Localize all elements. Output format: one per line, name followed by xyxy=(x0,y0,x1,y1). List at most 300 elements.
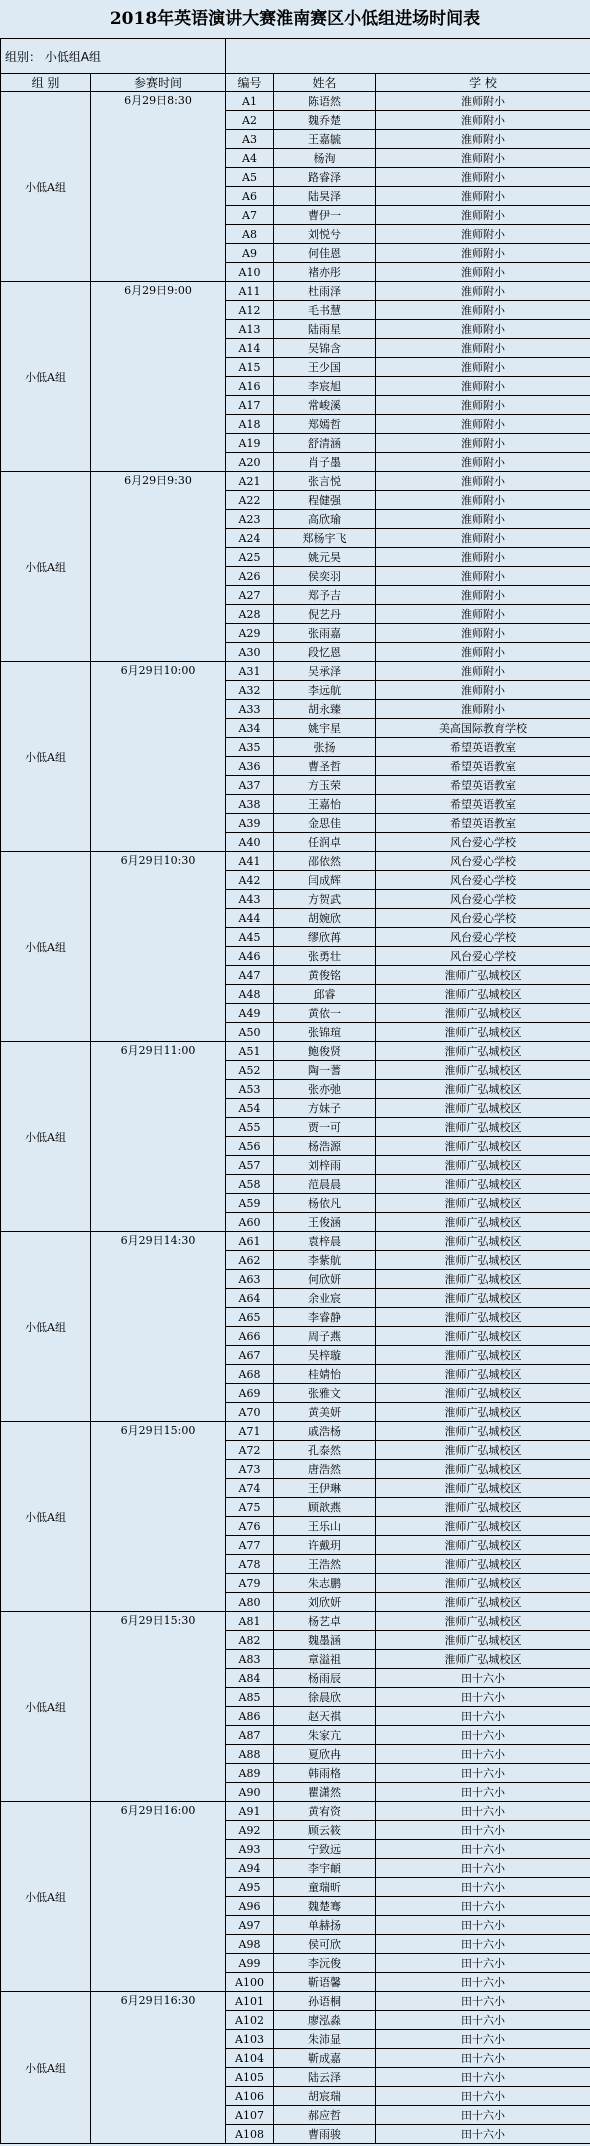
number-cell: A86 xyxy=(226,1707,274,1726)
name-cell: 李宇頔 xyxy=(274,1859,376,1878)
name-cell: 靳成嘉 xyxy=(274,2049,376,2068)
school-cell: 田十六小 xyxy=(376,1840,590,1859)
name-cell: 黄美妍 xyxy=(274,1403,376,1422)
number-cell: A28 xyxy=(226,605,274,624)
school-cell: 淮师广弘城校区 xyxy=(376,1422,590,1441)
number-cell: A83 xyxy=(226,1650,274,1669)
school-cell: 田十六小 xyxy=(376,1821,590,1840)
school-cell: 淮师附小 xyxy=(376,282,590,301)
school-cell: 田十六小 xyxy=(376,2030,590,2049)
school-cell: 淮师广弘城校区 xyxy=(376,1194,590,1213)
school-cell: 田十六小 xyxy=(376,2125,590,2144)
name-cell: 魏乔楚 xyxy=(274,111,376,130)
number-cell: A5 xyxy=(226,168,274,187)
number-cell: A37 xyxy=(226,776,274,795)
group-cell: 小低A组 xyxy=(1,282,91,472)
name-cell: 邵依然 xyxy=(274,852,376,871)
school-cell: 田十六小 xyxy=(376,1897,590,1916)
school-cell: 淮师附小 xyxy=(376,491,590,510)
school-cell: 风台爱心学校 xyxy=(376,890,590,909)
name-cell: 范晨晨 xyxy=(274,1175,376,1194)
school-cell: 淮师附小 xyxy=(376,320,590,339)
name-cell: 缪欣苒 xyxy=(274,928,376,947)
page-title: 2018年英语演讲大赛淮南赛区小低组进场时间表 xyxy=(0,0,590,39)
table-row xyxy=(1,1422,590,1441)
school-cell: 淮师广弘城校区 xyxy=(376,1460,590,1479)
name-cell: 任润卓 xyxy=(274,833,376,852)
name-cell: 张言悦 xyxy=(274,472,376,491)
school-cell: 风台爱心学校 xyxy=(376,871,590,890)
name-cell: 单赫扬 xyxy=(274,1916,376,1935)
name-cell: 吴锦含 xyxy=(274,339,376,358)
school-cell: 淮师附小 xyxy=(376,358,590,377)
school-cell: 田十六小 xyxy=(376,1764,590,1783)
school-cell: 淮师附小 xyxy=(376,548,590,567)
number-cell: A15 xyxy=(226,358,274,377)
number-cell: A33 xyxy=(226,700,274,719)
name-cell: 褚亦彤 xyxy=(274,263,376,282)
school-cell: 淮师广弘城校区 xyxy=(376,1365,590,1384)
school-cell: 淮师附小 xyxy=(376,605,590,624)
group-cell: 小低A组 xyxy=(1,1992,91,2144)
name-cell: 郑嫣哲 xyxy=(274,415,376,434)
table-row xyxy=(1,92,590,111)
school-cell: 淮师广弘城校区 xyxy=(376,1042,590,1061)
group-header-blank xyxy=(226,39,590,74)
time-cell: 6月29日16:30 xyxy=(91,1992,226,2144)
school-cell: 淮师广弘城校区 xyxy=(376,1631,590,1650)
number-cell: A1 xyxy=(226,92,274,111)
table-row xyxy=(1,1612,590,1631)
name-cell: 邱睿 xyxy=(274,985,376,1004)
number-cell: A60 xyxy=(226,1213,274,1232)
number-cell: A2 xyxy=(226,111,274,130)
name-cell: 周子燕 xyxy=(274,1327,376,1346)
number-cell: A85 xyxy=(226,1688,274,1707)
column-header-number: 编号 xyxy=(226,74,274,92)
number-cell: A55 xyxy=(226,1118,274,1137)
number-cell: A12 xyxy=(226,301,274,320)
name-cell: 毛书慧 xyxy=(274,301,376,320)
name-cell: 方妹子 xyxy=(274,1099,376,1118)
number-cell: A38 xyxy=(226,795,274,814)
school-cell: 田十六小 xyxy=(376,2106,590,2125)
name-cell: 李远航 xyxy=(274,681,376,700)
school-cell: 希望英语教室 xyxy=(376,738,590,757)
table-row xyxy=(1,282,590,301)
name-cell: 方玉荣 xyxy=(274,776,376,795)
number-cell: A35 xyxy=(226,738,274,757)
name-cell: 路睿泽 xyxy=(274,168,376,187)
name-cell: 桂婧怡 xyxy=(274,1365,376,1384)
name-cell: 杨浩源 xyxy=(274,1137,376,1156)
school-cell: 田十六小 xyxy=(376,1973,590,1992)
time-cell: 6月29日10:00 xyxy=(91,662,226,852)
school-cell: 风台爱心学校 xyxy=(376,833,590,852)
name-cell: 张锦瑄 xyxy=(274,1023,376,1042)
name-cell: 王嘉毓 xyxy=(274,130,376,149)
name-cell: 张雅文 xyxy=(274,1384,376,1403)
name-cell: 孙语桐 xyxy=(274,1992,376,2011)
number-cell: A53 xyxy=(226,1080,274,1099)
time-cell: 6月29日10:30 xyxy=(91,852,226,1042)
number-cell: A104 xyxy=(226,2049,274,2068)
school-cell: 淮师广弘城校区 xyxy=(376,1308,590,1327)
school-cell: 田十六小 xyxy=(376,1783,590,1802)
number-cell: A82 xyxy=(226,1631,274,1650)
number-cell: A77 xyxy=(226,1536,274,1555)
school-cell: 田十六小 xyxy=(376,1688,590,1707)
name-cell: 闫成辉 xyxy=(274,871,376,890)
number-cell: A70 xyxy=(226,1403,274,1422)
school-cell: 田十六小 xyxy=(376,1992,590,2011)
number-cell: A41 xyxy=(226,852,274,871)
school-cell: 田十六小 xyxy=(376,2068,590,2087)
school-cell: 淮师广弘城校区 xyxy=(376,1346,590,1365)
school-cell: 淮师广弘城校区 xyxy=(376,1118,590,1137)
school-cell: 淮师附小 xyxy=(376,339,590,358)
number-cell: A43 xyxy=(226,890,274,909)
name-cell: 胡婉欣 xyxy=(274,909,376,928)
number-cell: A63 xyxy=(226,1270,274,1289)
number-cell: A96 xyxy=(226,1897,274,1916)
name-cell: 徐晨欣 xyxy=(274,1688,376,1707)
name-cell: 侯奕羽 xyxy=(274,567,376,586)
number-cell: A79 xyxy=(226,1574,274,1593)
column-header-time: 参赛时间 xyxy=(91,74,226,92)
group-cell: 小低A组 xyxy=(1,1042,91,1232)
number-cell: A10 xyxy=(226,263,274,282)
school-cell: 淮师广弘城校区 xyxy=(376,1517,590,1536)
time-cell: 6月29日11:00 xyxy=(91,1042,226,1232)
school-cell: 淮师附小 xyxy=(376,130,590,149)
number-cell: A34 xyxy=(226,719,274,738)
column-header-group: 组 别 xyxy=(1,74,91,92)
name-cell: 杜雨泽 xyxy=(274,282,376,301)
number-cell: A92 xyxy=(226,1821,274,1840)
name-cell: 曹伊一 xyxy=(274,206,376,225)
number-cell: A54 xyxy=(226,1099,274,1118)
school-cell: 淮师附小 xyxy=(376,529,590,548)
number-cell: A25 xyxy=(226,548,274,567)
school-cell: 田十六小 xyxy=(376,2011,590,2030)
number-cell: A4 xyxy=(226,149,274,168)
school-cell: 淮师附小 xyxy=(376,453,590,472)
name-cell: 朱志鹏 xyxy=(274,1574,376,1593)
school-cell: 淮师附小 xyxy=(376,472,590,491)
time-cell: 6月29日9:30 xyxy=(91,472,226,662)
number-cell: A13 xyxy=(226,320,274,339)
school-cell: 淮师广弘城校区 xyxy=(376,1156,590,1175)
group-label: 组别： 小低组A组 xyxy=(1,39,226,74)
school-cell: 淮师广弘城校区 xyxy=(376,1384,590,1403)
school-cell: 淮师广弘城校区 xyxy=(376,1137,590,1156)
name-cell: 黄宥资 xyxy=(274,1802,376,1821)
group-cell: 小低A组 xyxy=(1,1422,91,1612)
time-cell: 6月29日15:00 xyxy=(91,1422,226,1612)
school-cell: 淮师附小 xyxy=(376,149,590,168)
name-cell: 金思佳 xyxy=(274,814,376,833)
number-cell: A19 xyxy=(226,434,274,453)
school-cell: 田十六小 xyxy=(376,1878,590,1897)
number-cell: A40 xyxy=(226,833,274,852)
number-cell: A48 xyxy=(226,985,274,1004)
school-cell: 淮师广弘城校区 xyxy=(376,1327,590,1346)
name-cell: 倪艺丹 xyxy=(274,605,376,624)
school-cell: 淮师广弘城校区 xyxy=(376,1080,590,1099)
school-cell: 希望英语教室 xyxy=(376,757,590,776)
name-cell: 张扬 xyxy=(274,738,376,757)
name-cell: 王乐山 xyxy=(274,1517,376,1536)
number-cell: A88 xyxy=(226,1745,274,1764)
school-cell: 希望英语教室 xyxy=(376,814,590,833)
school-cell: 淮师附小 xyxy=(376,187,590,206)
group-cell: 小低A组 xyxy=(1,852,91,1042)
name-cell: 吴梓璇 xyxy=(274,1346,376,1365)
number-cell: A44 xyxy=(226,909,274,928)
school-cell: 淮师广弘城校区 xyxy=(376,1004,590,1023)
name-cell: 王少国 xyxy=(274,358,376,377)
number-cell: A103 xyxy=(226,2030,274,2049)
school-cell: 淮师附小 xyxy=(376,92,590,111)
number-cell: A95 xyxy=(226,1878,274,1897)
school-cell: 淮师广弘城校区 xyxy=(376,1023,590,1042)
group-cell: 小低A组 xyxy=(1,472,91,662)
school-cell: 风台爱心学校 xyxy=(376,852,590,871)
number-cell: A78 xyxy=(226,1555,274,1574)
school-cell: 淮师附小 xyxy=(376,567,590,586)
number-cell: A80 xyxy=(226,1593,274,1612)
school-cell: 淮师广弘城校区 xyxy=(376,966,590,985)
number-cell: A101 xyxy=(226,1992,274,2011)
school-cell: 淮师附小 xyxy=(376,111,590,130)
number-cell: A108 xyxy=(226,2125,274,2144)
name-cell: 王嘉怡 xyxy=(274,795,376,814)
name-cell: 朱沛显 xyxy=(274,2030,376,2049)
name-cell: 王俊涵 xyxy=(274,1213,376,1232)
number-cell: A17 xyxy=(226,396,274,415)
name-cell: 姚宇星 xyxy=(274,719,376,738)
school-cell: 淮师附小 xyxy=(376,510,590,529)
name-cell: 吴承泽 xyxy=(274,662,376,681)
name-cell: 陆昊泽 xyxy=(274,187,376,206)
group-cell: 小低A组 xyxy=(1,1612,91,1802)
number-cell: A69 xyxy=(226,1384,274,1403)
school-cell: 淮师广弘城校区 xyxy=(376,1650,590,1669)
name-cell: 王浩然 xyxy=(274,1555,376,1574)
school-cell: 风台爱心学校 xyxy=(376,909,590,928)
school-cell: 淮师附小 xyxy=(376,681,590,700)
name-cell: 陈语然 xyxy=(274,92,376,111)
school-cell: 淮师广弘城校区 xyxy=(376,1289,590,1308)
name-cell: 黄俊铭 xyxy=(274,966,376,985)
name-cell: 王伊琳 xyxy=(274,1479,376,1498)
school-cell: 淮师附小 xyxy=(376,225,590,244)
number-cell: A106 xyxy=(226,2087,274,2106)
school-cell: 田十六小 xyxy=(376,1669,590,1688)
number-cell: A102 xyxy=(226,2011,274,2030)
school-cell: 淮师广弘城校区 xyxy=(376,1270,590,1289)
name-cell: 刘悦兮 xyxy=(274,225,376,244)
table-row xyxy=(1,1802,590,1821)
name-cell: 舒清涵 xyxy=(274,434,376,453)
name-cell: 李紫航 xyxy=(274,1251,376,1270)
number-cell: A97 xyxy=(226,1916,274,1935)
number-cell: A7 xyxy=(226,206,274,225)
name-cell: 胡宸瑞 xyxy=(274,2087,376,2106)
name-cell: 黄依一 xyxy=(274,1004,376,1023)
school-cell: 淮师广弘城校区 xyxy=(376,1251,590,1270)
number-cell: A3 xyxy=(226,130,274,149)
name-cell: 张雨嘉 xyxy=(274,624,376,643)
number-cell: A89 xyxy=(226,1764,274,1783)
number-cell: A66 xyxy=(226,1327,274,1346)
name-cell: 张亦弛 xyxy=(274,1080,376,1099)
school-cell: 淮师附小 xyxy=(376,263,590,282)
school-cell: 淮师广弘城校区 xyxy=(376,1441,590,1460)
number-cell: A20 xyxy=(226,453,274,472)
name-cell: 段忆恩 xyxy=(274,643,376,662)
name-cell: 郝应哲 xyxy=(274,2106,376,2125)
name-cell: 顾云筱 xyxy=(274,1821,376,1840)
school-cell: 风台爱心学校 xyxy=(376,928,590,947)
number-cell: A52 xyxy=(226,1061,274,1080)
number-cell: A11 xyxy=(226,282,274,301)
name-cell: 许戴玥 xyxy=(274,1536,376,1555)
name-cell: 陆云泽 xyxy=(274,2068,376,2087)
school-cell: 淮师广弘城校区 xyxy=(376,985,590,1004)
name-cell: 李沅俊 xyxy=(274,1954,376,1973)
name-cell: 常峻溪 xyxy=(274,396,376,415)
number-cell: A84 xyxy=(226,1669,274,1688)
name-cell: 廖泓淼 xyxy=(274,2011,376,2030)
name-cell: 孔泰然 xyxy=(274,1441,376,1460)
name-cell: 张勇壮 xyxy=(274,947,376,966)
name-cell: 曹雨骏 xyxy=(274,2125,376,2144)
school-cell: 淮师广弘城校区 xyxy=(376,1498,590,1517)
number-cell: A94 xyxy=(226,1859,274,1878)
number-cell: A107 xyxy=(226,2106,274,2125)
school-cell: 淮师广弘城校区 xyxy=(376,1175,590,1194)
table-row xyxy=(1,1232,590,1251)
number-cell: A87 xyxy=(226,1726,274,1745)
name-cell: 唐浩然 xyxy=(274,1460,376,1479)
time-cell: 6月29日9:00 xyxy=(91,282,226,472)
name-cell: 陆雨星 xyxy=(274,320,376,339)
name-cell: 顾歆燕 xyxy=(274,1498,376,1517)
name-cell: 刘欣妍 xyxy=(274,1593,376,1612)
name-cell: 魏楚骞 xyxy=(274,1897,376,1916)
name-cell: 何欣妍 xyxy=(274,1270,376,1289)
school-cell: 淮师广弘城校区 xyxy=(376,1612,590,1631)
school-cell: 田十六小 xyxy=(376,1745,590,1764)
name-cell: 余业宸 xyxy=(274,1289,376,1308)
school-cell: 希望英语教室 xyxy=(376,795,590,814)
group-cell: 小低A组 xyxy=(1,1232,91,1422)
number-cell: A59 xyxy=(226,1194,274,1213)
name-cell: 宁致远 xyxy=(274,1840,376,1859)
school-cell: 田十六小 xyxy=(376,1935,590,1954)
table-row xyxy=(1,852,590,871)
school-cell: 风台爱心学校 xyxy=(376,947,590,966)
number-cell: A105 xyxy=(226,2068,274,2087)
name-cell: 杨依凡 xyxy=(274,1194,376,1213)
time-cell: 6月29日16:00 xyxy=(91,1802,226,1992)
number-cell: A42 xyxy=(226,871,274,890)
school-cell: 淮师附小 xyxy=(376,396,590,415)
number-cell: A45 xyxy=(226,928,274,947)
school-cell: 田十六小 xyxy=(376,2049,590,2068)
name-cell: 姚元昊 xyxy=(274,548,376,567)
name-cell: 肖子墨 xyxy=(274,453,376,472)
time-cell: 6月29日8:30 xyxy=(91,92,226,282)
name-cell: 程健强 xyxy=(274,491,376,510)
number-cell: A81 xyxy=(226,1612,274,1631)
name-cell: 郑杨宇飞 xyxy=(274,529,376,548)
school-cell: 希望英语教室 xyxy=(376,776,590,795)
number-cell: A39 xyxy=(226,814,274,833)
school-cell: 淮师广弘城校区 xyxy=(376,1479,590,1498)
number-cell: A64 xyxy=(226,1289,274,1308)
school-cell: 淮师广弘城校区 xyxy=(376,1099,590,1118)
number-cell: A22 xyxy=(226,491,274,510)
time-cell: 6月29日14:30 xyxy=(91,1232,226,1422)
school-cell: 田十六小 xyxy=(376,1726,590,1745)
school-cell: 淮师附小 xyxy=(376,301,590,320)
number-cell: A76 xyxy=(226,1517,274,1536)
school-cell: 淮师广弘城校区 xyxy=(376,1593,590,1612)
school-cell: 田十六小 xyxy=(376,1802,590,1821)
name-cell: 瞿潇然 xyxy=(274,1783,376,1802)
school-cell: 淮师广弘城校区 xyxy=(376,1061,590,1080)
number-cell: A6 xyxy=(226,187,274,206)
number-cell: A62 xyxy=(226,1251,274,1270)
name-cell: 何佳恩 xyxy=(274,244,376,263)
number-cell: A49 xyxy=(226,1004,274,1023)
school-cell: 淮师附小 xyxy=(376,643,590,662)
number-cell: A90 xyxy=(226,1783,274,1802)
school-cell: 淮师附小 xyxy=(376,415,590,434)
number-cell: A75 xyxy=(226,1498,274,1517)
group-header-row xyxy=(1,39,590,74)
school-cell: 淮师广弘城校区 xyxy=(376,1536,590,1555)
school-cell: 淮师附小 xyxy=(376,586,590,605)
school-cell: 淮师广弘城校区 xyxy=(376,1574,590,1593)
school-cell: 淮师广弘城校区 xyxy=(376,1232,590,1251)
number-cell: A18 xyxy=(226,415,274,434)
number-cell: A8 xyxy=(226,225,274,244)
number-cell: A67 xyxy=(226,1346,274,1365)
number-cell: A93 xyxy=(226,1840,274,1859)
name-cell: 杨艺卓 xyxy=(274,1612,376,1631)
number-cell: A57 xyxy=(226,1156,274,1175)
name-cell: 鲍俊贤 xyxy=(274,1042,376,1061)
number-cell: A14 xyxy=(226,339,274,358)
number-cell: A56 xyxy=(226,1137,274,1156)
number-cell: A100 xyxy=(226,1973,274,1992)
number-cell: A32 xyxy=(226,681,274,700)
name-cell: 胡永臻 xyxy=(274,700,376,719)
number-cell: A74 xyxy=(226,1479,274,1498)
number-cell: A65 xyxy=(226,1308,274,1327)
school-cell: 淮师附小 xyxy=(376,244,590,263)
school-cell: 淮师附小 xyxy=(376,168,590,187)
table-row xyxy=(1,662,590,681)
number-cell: A58 xyxy=(226,1175,274,1194)
name-cell: 曹圣哲 xyxy=(274,757,376,776)
name-cell: 韩雨格 xyxy=(274,1764,376,1783)
number-cell: A27 xyxy=(226,586,274,605)
